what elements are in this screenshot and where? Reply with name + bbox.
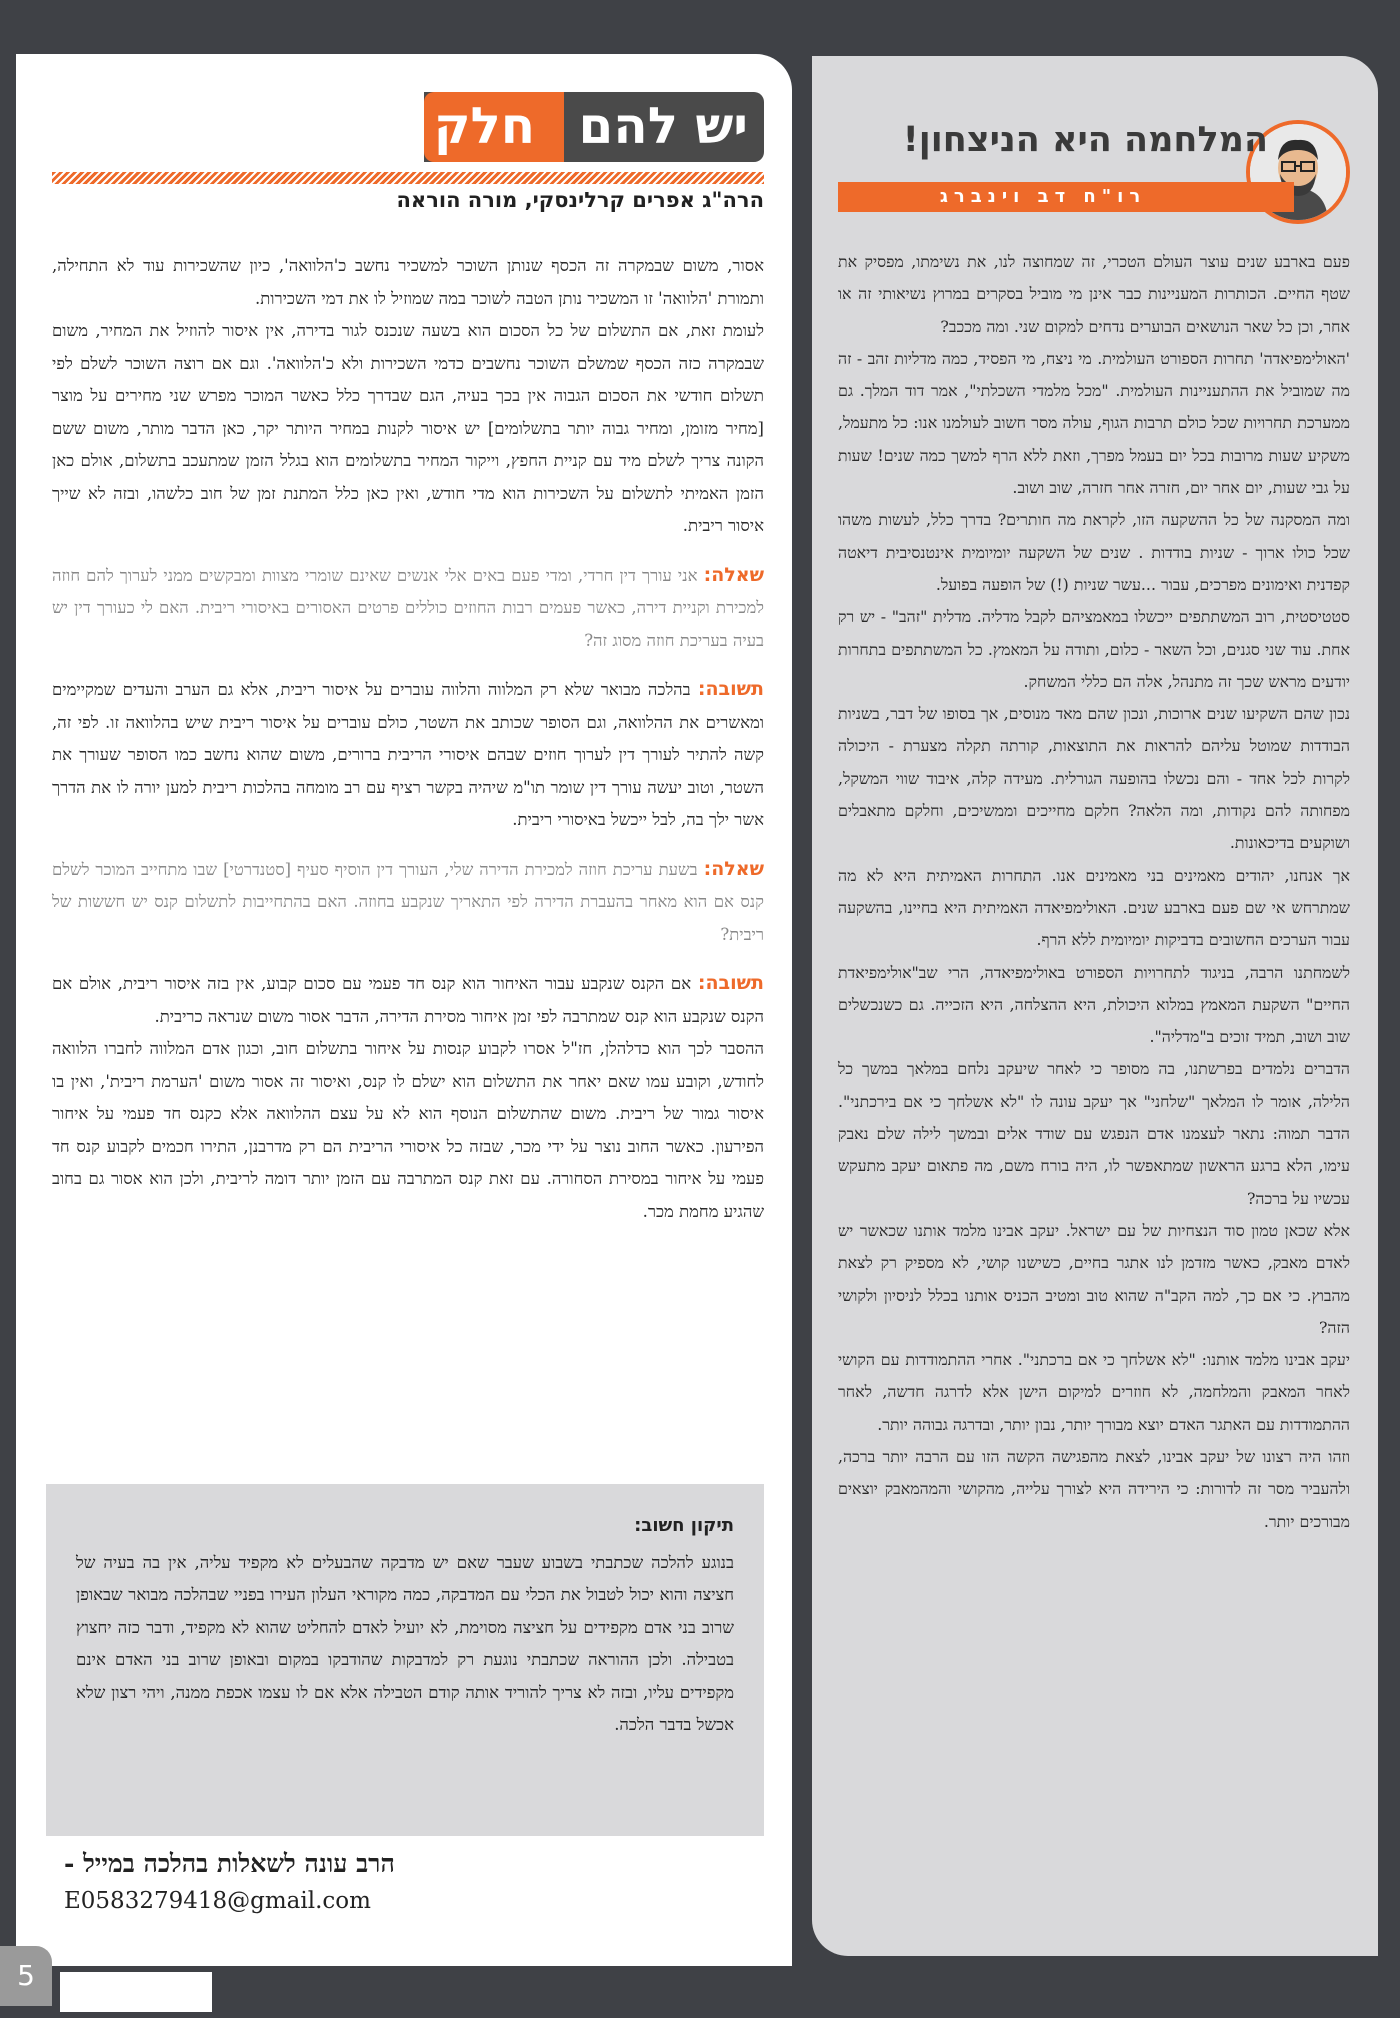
question-text: אני עורך דין חרדי, ומדי פעם באים אלי אנשים שאינם שומרי מצוות ומבקשים ממני לערוך להם חוזה למכירת וקניית דירה, כאשר פעמים רבות החוזים כוללים פרטים האסורים באיסורי ריבית. האם לי כעורך דין יש בעיה בעריכת חוזה מסוג זה? (52, 565, 764, 650)
halacha-title (434, 96, 748, 156)
halacha-body (52, 250, 764, 1244)
answer-2-continued: ההסבר לכך הוא כדלהלן, חז"ל אסרו לקבוע קנסות על איחור בתשלום חוב, וכגון אדם המלווה לחברו הלוואה לחודש, וקובע עמו שאם יאחר את התשלום הוא ישלם לו קנס, ואיסור זה אסור משום 'הערמת ריבית', ואין בו איסור גמור של ריבית. משום שהתשלום הנוסף הוא לא על עצם ההלוואה אלא כקנס חד פעמי על איחור הפירעון. כאשר החוב נוצר על ידי מכר, שבזה כל איסורי הריבית הם רק מדרבנן, התירו חכמים לקבוע קנס חד פעמי על איחור במסירת הסחורה. עם זאת קנס המתרבה עם הזמן יותר דומה לריבית, ולכן הוא אסור גם בחוב שהגיע מחמת מכר. (52, 1039, 764, 1221)
editorial-paragraph: וזהו היה רצונו של יעקב אבינו, לצאת מהפגישה הקשה הזו עם הרבה יותר ברכה, ולהעביר מסר זה לדורות: כי הירידה היא לצורך עלייה, מהקושי והמהמאבק יוצאים מבורכים יותר. (838, 1446, 1350, 1531)
editorial-paragraph: לשמחתנו הרבה, בניגוד לתחרויות הספורט באולימפיאדה, הרי שב"אולימפיאדת החיים" השקעת המאמץ במלוא היכולת, היא ההצלחה, היא הזכייה. גם כשנכשלים שוב ושוב, תמיד זוכים ב"מדליה". (838, 962, 1350, 1047)
answer-label: תשובה: (697, 972, 764, 994)
editorial-paragraph: יעקב אבינו מלמד אותנו: "לא אשלחך כי אם ברכתני". אחרי ההתמודדות עם הקושי לאחר המאבק והמלחמה, לא חוזרים למיקום הישן אלא לדרגה חדשה, לאחר ההתמודדות עם האתגר האדם יוצא מבורך יותר, נבון יותר, ובדרגה גבוהה יותר. (838, 1350, 1350, 1434)
footer-strip (60, 1972, 212, 2012)
editorial-title: המלחמה היא הניצחון! (902, 120, 1268, 160)
title-divider (52, 172, 764, 184)
halacha-author: הרה"ג אפרים קרלינסקי, מורה הוראה (396, 188, 764, 212)
question-1 (52, 559, 764, 658)
question-label: שאלה: (703, 563, 764, 586)
answer-label: תשובה: (697, 678, 764, 700)
contact-email[interactable]: E0583279418@gmail.com (64, 1888, 371, 1914)
contact-info (64, 1842, 395, 1916)
contact-line: הרב עונה לשאלות בהלכה במייל - (64, 1849, 395, 1878)
answer-1 (52, 673, 764, 837)
title-part-2: חלק (433, 97, 536, 155)
editorial-paragraph: 'האולימפיאדה' תחרות הספורט העולמית. מי ניצח, מי הפסיד, כמה מדליות זהב - זה מה שמוביל את ההתעניינות העולמית. "מכל מלמדי השכלתי", אמר דוד המלך. גם ממערכת תחרויות שכל כולם תרבות הגוף, עולה מסר חשוב לעולמנו אנו: כל מתעמל, משקיע שעות מרובות בכל יום בעמל מפרך, וזאת ללא הרף למשך כמה שנים! שעות על גבי שעות, יום אחר יום, חזרה אחר חזרה, שוב ושוב. (838, 348, 1350, 498)
correction-text: בנוגע להלכה שכתבתי בשבוע שעבר שאם יש מדבקה שהבעלים לא מקפיד עליה, אין בה בעיה של חציצה והוא יכול לטבול את הכלי עם המדבקה, כמה מקוראי העלון העירו בפניי שבהלכה מבואר שבאופן שרוב בני אדם מקפידים על חציצה מסוימת, לא יועיל לאדם להחליט שהוא לא מקפיד, ודבר כזה יחצוץ בטבילה. ולכן ההוראה שכתבתי נוגעת רק למדבקות שהודבקו במקום ובאופן שרוב בני האדם אינם מקפידים עליו, ובזה לא צריך להוריד אותה קודם הטבילה אלא אם לו עצמו אכפת ממנה, ויהי רצון שלא אכשל בדבר הלכה. (76, 1552, 734, 1734)
question-2 (52, 853, 764, 952)
question-label: שאלה: (703, 857, 765, 880)
author-bar (838, 182, 1294, 212)
editorial-paragraph: ומה המסקנה של כל ההשקעה הזו, לקראת מה חותרים? בדרך כלל, לעשות משהו שכל כולו ארוך - שניות בודדות . שנים של השקעה יומיומית אינטנסיבית דיאטה קפדנית ואימונים מפרכים, עבור ...עשר שניות (!) של הופעה בפועל. (838, 510, 1350, 594)
page-number: 5 (0, 1946, 52, 2006)
halacha-column (16, 54, 792, 1966)
answer-2 (52, 967, 764, 1033)
editorial-author: רו"ח דב וינברג (939, 186, 1147, 207)
answer-text: אם הקנס שנקבע עבור האיחור הוא קנס חד פעמי עם סכום קבוע, אין בזה איסור ריבית, אולם אם הקנס שנקבע הוא קנס שמתרבה לפי זמן איחור מסירת הדירה, הדבר אסור משום שנראה כריבית. (52, 974, 764, 1026)
question-text: בשעת עריכת חוזה למכירת הדירה שלי, העורך דין הוסיף סעיף [סטנדרטי] שבו מתחייב המוכר לשלם קנס אם הוא מאחר בהעברת הדירה לפי התאריך שנקבע בחוזה. האם בהתחייבות לתשלום קנס יש חששות של ריבית? (52, 859, 764, 944)
editorial-paragraph: אלא שכאן טמון סוד הנצחיות של עם ישראל. יעקב אבינו מלמד אותנו שכאשר יש לאדם מאבק, כאשר מזדמן לנו אתגר בחיים, כשישנו קושי, לא מספיק רק לצאת מהבוץ. כי אם כך, למה הקב"ה שהוא טוב ומטיב הכניס אותנו בכלל לניסיון ולקושי הזה? (838, 1220, 1350, 1337)
editorial-paragraph: נכון שהם השקיעו שנים ארוכות, ונכון שהם מאד מנוסים, אך בסופו של דבר, בשניות הבודדות שמוטל עליהם להראות את התוצאות, קורתה תקלה מצערת - היכולה לקרות לכל אחד - והם נכשלו בהופעה הגורלית. מעידה קלה, איבוד שווי המשקל, מפחותה להם נקודות, ומה הלאה? חלקם מחייכים וממשיכים, וחלקם מתאבלים ושוקעים בדיכאונות. (838, 704, 1350, 853)
editorial-paragraph: פעם בארבע שנים עוצר העולם הטכרי, זה שמחוצה לנו, את נשימתו, מפסיק את שטף החיים. הכותרות המעניינות כבר אינן מי מוביל בסקרים במרוץ נשיאותי זה או אחר, וכן כל שאר הנושאים הבוערים נדחים למקום שני. ומה מככב? (838, 252, 1350, 336)
intro-paragraph-2: לעומת זאת, אם התשלום של כל הסכום הוא בשעה שנכנס לגור בדירה, אין איסור להוזיל את המחיר, משום שבמקרה כזה הכסף שמשלם השוכר נחשבים כדמי השכירות ולא כ'הלוואה'. וגם אם רוצה השוכר לשלם לפי תשלום חודשי את הסכום הגבוה אין בכך בעיה, הגם שבדרך כלל כאשר המוכר מפרש שני מחירים על מוצר [מחיר מזומן, ומחיר גבוה יותר בתשלומים] יש איסור לקנות במחיר היותר יקר, כאן הדבר מותר, משום ששם הקונה צריך לשלם מיד עם קניית החפץ, וייקור המחיר בתשלומים הוא בגלל הזמן שמתעכב בתשלום, אולם כאן הזמן האמיתי לתשלום על השכירות הוא מדי חודש, ואין כאן כלל המתנת זמן של חוב כלשהו, ובזה לא שייך איסור ריבית. (52, 321, 764, 535)
editorial-column (812, 56, 1378, 1956)
correction-box (46, 1484, 764, 1836)
editorial-paragraph: סטטיסטית, רוב המשתתפים ייכשלו במאמציהם לקבל מדליה. מדלית "זהב" - יש רק אחת. עוד שני סגנים, וכל השאר - כלום, ותודה על המאמץ. כל המשתתפים בתחרות יודעים מראש שכך זה מתנהל, אלה הם כללי המשחק. (838, 607, 1350, 691)
editorial-body (838, 246, 1350, 1538)
title-part-1: יש להם (578, 97, 748, 155)
answer-text: בהלכה מבואר שלא רק המלווה והלווה עוברים על איסור ריבית, אלא גם הערב והעדים שמקיימים ומאשרים את ההלוואה, וגם הסופר שכותב את השטר, כולם עוברים על איסור ריבית שיש בהלוואה זו. לפי זה, קשה להתיר לעורך דין לערוך חוזים שבהם איסורי הריבית ברורים, משום שהוא נחשב כמו הסופר שעורך את השטר, וטוב יעשה עורך דין שומר תו"מ שיהיה בקשר רציף עם רב מומחה בהלכות ריבית למען יורה לו את הדרך אשר ילך בה, לבל ייכשל באיסורי ריבית. (52, 680, 764, 829)
intro-paragraph-1: אסור, משום שבמקרה זה הכסף שנותן השוכר למשכיר נחשב כ'הלוואה', כיון שהשכירות עוד לא התחילה, ותמורת 'הלוואה' זו המשכיר נותן הטבה לשוכר במה שמוזיל לו את דמי השכירות. (52, 256, 764, 308)
editorial-paragraph: אך אנחנו, יהודים מאמינים בני מאמינים אנו. התחרות האמיתית היא לא מה שמתרחש אי שם פעם בארבע שנים. האולימפיאדה האמיתית היא בחיינו, בהשקעה עבור הערכים החשובים בדביקות יומיומית ללא הרף. (838, 865, 1350, 950)
correction-title: תיקון חשוב: (634, 1515, 734, 1536)
editorial-paragraph: הדברים נלמדים בפרשתנו, בה מסופר כי לאחר שיעקב נלחם במלאך במשך כל הלילה, אומר לו המלאך "שלחני" אך יעקב עונה לו "לא אשלחך כי אם בירכתני". הדבר תמוה: נתאר לעצמנו אדם הנפגש עם שודד אלים ובמשך לילה שלם נאבק עימו, הלא ברגע הראשון שמתאפשר לו, היה בורח משם, מה פתאום יעקב מתעקש עכשיו על ברכה? (838, 1059, 1350, 1208)
halacha-title-banner (424, 92, 764, 162)
